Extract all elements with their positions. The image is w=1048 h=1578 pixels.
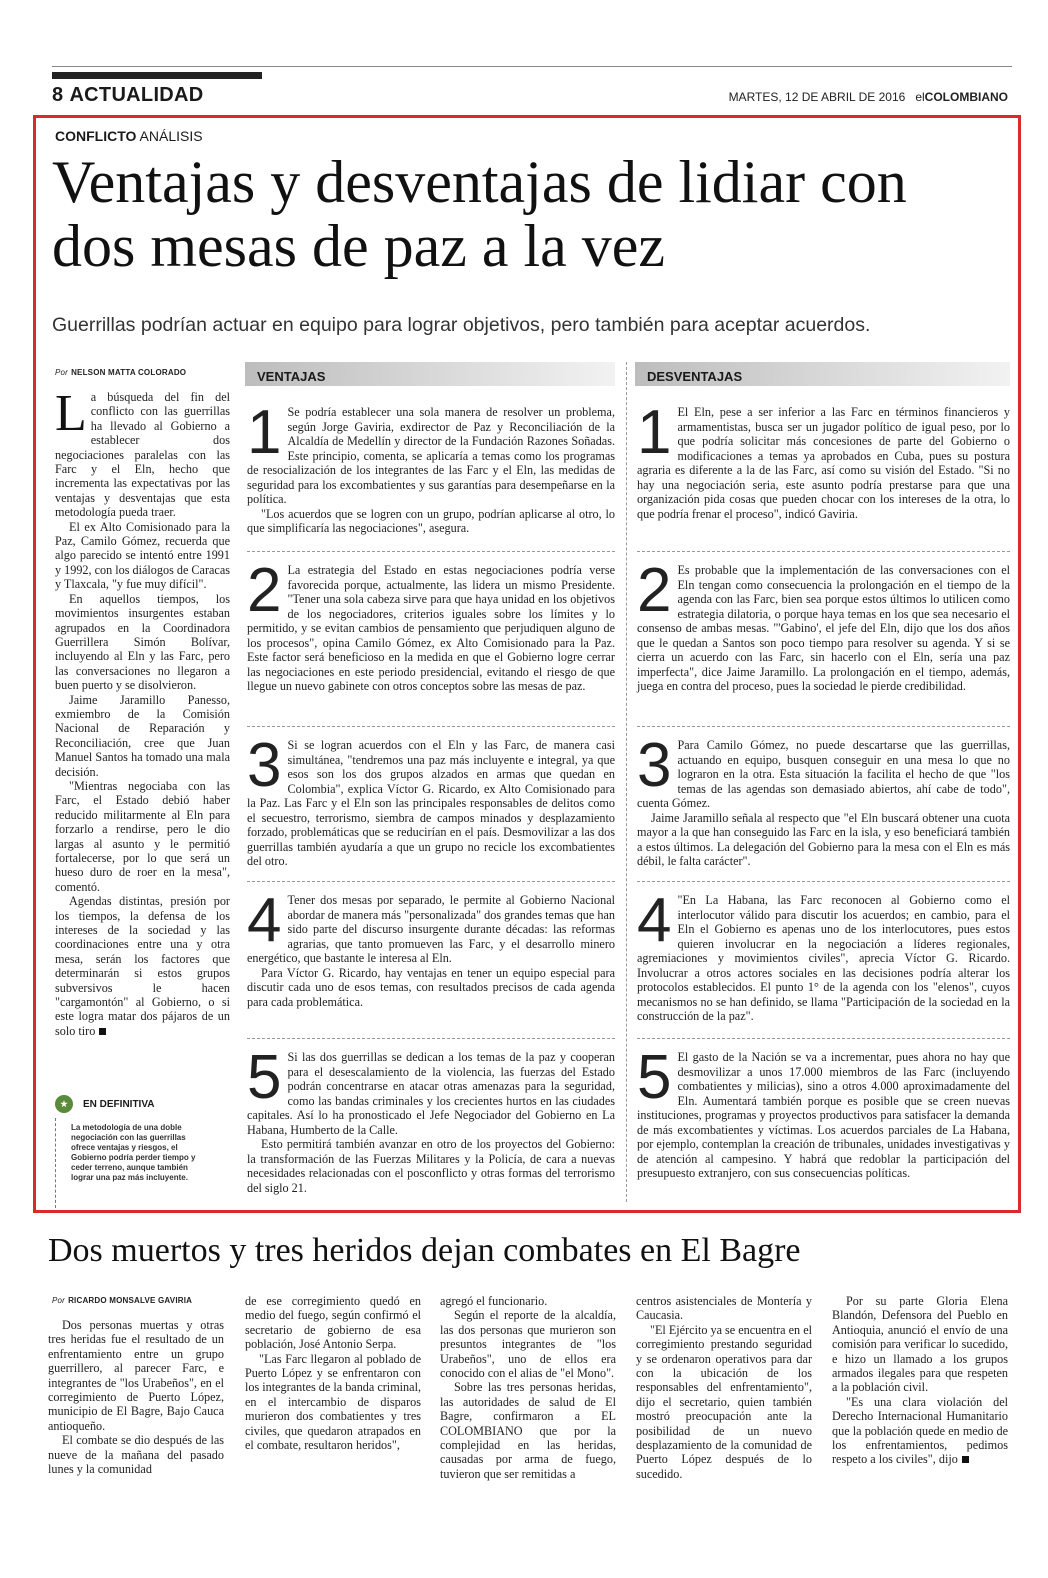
byline xyxy=(55,368,186,377)
desventajas-item-4 xyxy=(637,886,1010,1024)
item-text: Es probable que la implementación de las conversaciones con el Eln tengan como consecuencia la prolongación en el tiempo de la agenda con las Farc, bien sea porque estos últimos lo utilicen como estrategia dilatoria, o porque haya temas en los que sea necesario el consenso de ambas mesas. "'Gabino', el jefe del Eln, dijo que los dos años que le quedan a Santos son poco tiempo para resolver su agenda. Y si se cierra un acuerdo con las Farc, sin hacerlo con el Eln, sería una paz imperfecta", dice Jaime Jaramillo. La prolongación en el tiempo, además, juega en contra del proceso, pues la sociedad le pierde credibilidad. xyxy=(637,563,1010,693)
item-text: Si las dos guerrillas se dedican a los temas de la paz y cooperan para el desescalamiento de la violencia, las fuerzas del Estado podrán concentrarse en atacar otras amenazas para la seguridad, como las bandas criminales y los crecientes hurtos en las ciudades capitales. Así lo ha pronosticado el Jefe Negociador del Gobierno en La Habana, Humberto de la Calle. xyxy=(247,1050,615,1137)
item-text: El Eln, pese a ser inferior a las Farc en términos financieros y armamentistas, busca ser un jugador político de igual peso, por lo que podría solicitar más concesiones de parte del Gobierno o modificaciones a temas ya aprobados en Cuba, pues su postura agraria es diferente a la de las Farc, así como su visión del Estado. "Si no hay una negociación seria, este asunto podría prestarse para que una organización pida cosas que pueden chocar con los intereses de la otra, lo que podría frenar el proceso", indicó Gaviria. xyxy=(637,405,1010,521)
ventajas-item-3 xyxy=(247,731,615,869)
star-badge-icon xyxy=(55,1095,73,1113)
item-number: 3 xyxy=(247,731,282,800)
dateline xyxy=(729,90,1008,104)
lead-paragraph: "Mientras negociaba con las Farc, el Estado debió haber reducido militarmente al Eln para forzarlo a rendirse, pero le dio largas al asunto y le permitió fortalecerse, por lo que será un hueso duro de roer en la mesa", comentó. xyxy=(55,778,230,894)
kicker-light: ANÁLISIS xyxy=(139,128,203,144)
item-text-2: "Los acuerdos que se logren con un grupo, podrían aplicarse al otro, lo que simplificaría las negociaciones", asegura. xyxy=(247,506,615,535)
byline-name: NELSON MATTA COLORADO xyxy=(71,368,187,377)
byline-2 xyxy=(52,1296,192,1305)
article-2-column xyxy=(636,1294,812,1481)
article-2-paragraph: "Es una clara violación del Derecho Internacional Humanitario que la población quede en medio de los enfrentamientos, pedimos respeto a los civiles", dijo xyxy=(832,1394,1008,1467)
desventajas-item-1 xyxy=(637,398,1010,521)
desventajas-item-5 xyxy=(637,1043,1010,1181)
article-2-paragraph: Dos personas muertas y otras tres heridas fue el resultado de un enfrentamiento entre un grupo guerrillero, al parecer Farc, e integrantes de "los Urabeños", en el corregimiento de Puerto López, municipio de El Bagre, Bajo Cauca antioqueño. xyxy=(48,1318,224,1433)
item-divider xyxy=(637,726,1010,727)
item-text-2: Esto permitirá también avanzar en otro de los proyectos del Gobierno: la transformación de las Fuerzas Militares y la Policía, de cara a nuevas necesidades relacionadas con el posconflicto y otras formas del terrorismo del siglo 21. xyxy=(247,1137,615,1195)
ventajas-item-2 xyxy=(247,556,615,694)
item-text: "En La Habana, las Farc reconocen al Gobierno como el interlocutor válido para discutir los acuerdos; en cambio, para el Eln el Gobierno es apenas uno de los interlocutores, pues estos quieren involucrar en la negociación a líderes regionales, agremiaciones y movimientos civiles", aprecia Víctor G. Ricardo. Involucrar a otros actores sociales en las decisiones podría alterar los protocolos establecidos. El punto 1° de la agenda con los "elenos", cuyos mecanismos no se han definido, se llama "Participación de la sociedad en la construcción de la paz". xyxy=(637,893,1010,1023)
ventajas-header: VENTAJAS xyxy=(245,362,615,386)
article-2-column xyxy=(48,1318,224,1476)
ventajas-item-4 xyxy=(247,886,615,1009)
brand-prefix: el xyxy=(915,90,925,104)
end-mark xyxy=(99,1028,106,1035)
article-2-paragraph: Según el reporte de la alcaldía, las dos personas que murieron son presuntos integrantes de "los Urabeños", uno de ellos era conocido con el alias de "el Mono". xyxy=(440,1308,616,1381)
headline: Ventajas y desventajas de lidiar con dos mesas de paz a la vez xyxy=(52,149,907,279)
article-2-paragraph: "Las Farc llegaron al poblado de Puerto López y se enfrentaron con los integrantes de la banda criminal, en el intercambio de disparos murieron dos combatientes y tres civiles, que quedaron atrapados en el combate, resultaron heridos", xyxy=(245,1351,421,1453)
lead-paragraph: En aquellos tiempos, los movimientos insurgentes estaban agrupados en la Coordinadora Guerrillera Simón Bolívar, incluyendo al Eln y las Farc, pero las conversaciones no llegaron a buen puerto y se disolvieron. xyxy=(55,591,230,693)
item-number: 5 xyxy=(247,1043,282,1112)
item-divider xyxy=(247,881,615,882)
article-2-column xyxy=(440,1294,616,1481)
item-divider xyxy=(637,551,1010,552)
item-divider xyxy=(247,551,615,552)
item-text: El gasto de la Nación se va a incrementar, pues ahora no hay que desmovilizar a unos 17.000 miembros de las Farc (incluyendo combatientes y milicias), sino a otros 4.000 aproximadamente del Eln. Aumentará también porque es posible que se creen nuevas instituciones, programas y proyectos productivos para satisfacer la demanda de más excombatientes y víctimas. Los acuerdos parciales de La Habana, por ejemplo, contemplan la creación de tribunales, unidades investigativas y de atención al campesino. Y habrá que redoblar la participación del presupuesto extranjero, con sus consecuencias políticas. xyxy=(637,1050,1010,1180)
en-definitiva-rule xyxy=(55,1118,56,1208)
article-2-paragraph: Sobre las tres personas heridas, las autoridades de salud de El Bagre, confirmaron a EL COLOMBIANO que por la complejidad en las heridas, causadas por arma de fuego, tuvieron que ser remitidas a xyxy=(440,1380,616,1481)
lead-paragraph: El ex Alto Comisionado para la Paz, Camilo Gómez, recuerda que algo parecido se intentó entre 1991 y 1992, con los diálogos de Caracas y Tlaxcala, "y fue muy difícil". xyxy=(55,519,230,592)
lead-column xyxy=(55,385,230,1038)
item-text: Se podría establecer una sola manera de resolver un problema, según Jorge Gaviria, exdirector de Paz y Reconciliación de la Alcaldía de Medellín y director de la Fundación Razones Soñadas. Este principio, comenta, se aplicaría a temas como los programas de resocialización de los integrantes de las Farc y el Eln, las medidas de seguridad para los excombatientes y sus garantías para desempeñarse en la política. xyxy=(247,405,615,506)
brand-name: COLOMBIANO xyxy=(924,90,1008,104)
article-2-column xyxy=(832,1294,1008,1467)
ventajas-item-5 xyxy=(247,1043,615,1195)
end-mark xyxy=(962,1456,969,1463)
item-text: Tener dos mesas por separado, le permite al Gobierno Nacional abordar de manera más "personalizada" dos grandes temas que han sido parte del discurso insurgente durante décadas: las reformas agrarias, que tanto promueven las Farc, y el desarrollo minero energético, que bastante le interesa al Eln. xyxy=(247,893,615,965)
desventajas-item-2 xyxy=(637,556,1010,694)
article-2-paragraph: de ese corregimiento quedó en medio del fuego, según confirmó el secretario de gobierno de esa población, José Antonio Serpa. xyxy=(245,1294,421,1352)
deck: Guerrillas podrían actuar en equipo para lograr objetivos, pero también para aceptar acuerdos. xyxy=(52,314,871,336)
lead-paragraph: Agendas distintas, presión por los tiempos, la defensa de los intereses de la sociedad y las coordinaciones entre una y otra mesa, serán los factores que determinarán si estos grupos subversivos le hacen "cargamontón" al Gobierno, o si este logra matar dos pájaros de un solo tiro xyxy=(55,894,230,1038)
kicker xyxy=(55,128,203,144)
item-number: 2 xyxy=(637,556,672,625)
lead-paragraph: a búsqueda del fin del conflicto con las guerrillas ha llevado al Gobierno a establecer dos negociaciones paralelas con las Farc y el Eln, hecho que incrementa las expectativas por las ventajas y desventajas que esta metodología pueda traer. xyxy=(55,390,230,520)
article-2-paragraph: El combate se dio después de las nueve de la mañana del pasado lunes y la comunidad xyxy=(48,1433,224,1477)
item-divider xyxy=(247,726,615,727)
en-definitiva-title: EN DEFINITIVA xyxy=(83,1098,155,1110)
item-text-2: Jaime Jaramillo señala al respecto que "el Eln buscará obtener una cuota mayor a la que han conseguido las Farc en la isla, y eso beneficiará también a estos últimos. La delegación del Gobierno para la mesa con el Eln es más débil, le falta carácter". xyxy=(637,810,1010,868)
item-text: Si se logran acuerdos con el Eln y las Farc, de manera casi simultánea, "tendremos una paz más incluyente e integral, ya que esos son los dos grupos alzados en armas que quedan en Colombia", explica Víctor G. Ricardo, ex Alto Comisionado para la Paz. Las Farc y el Eln son las principales responsables de delitos como el secuestro, terrorismo, siembra de campos minados y desplazamiento forzado, problemáticas que se reducirían en el país. Desmovilizar a las dos guerrillas también ayudaría a que un grupo no recicle los excombatientes del otro. xyxy=(247,738,615,868)
section-label xyxy=(52,84,204,107)
byline-2-prefix: Por xyxy=(52,1296,66,1305)
item-number: 3 xyxy=(637,731,672,800)
byline-prefix: Por xyxy=(55,368,69,377)
article-2-paragraph: "El Ejército ya se encuentra en el corregimiento prestando seguridad y se ordenaron operativos para dar con la ubicación de los responsables del enfrentamiento", dijo el secretario, quien también mostró preocupación ante la posibilidad de un nuevo desplazamiento de la comunidad de Puerto López después de lo sucedido. xyxy=(636,1322,812,1481)
column-divider xyxy=(626,362,627,1202)
desventajas-item-3 xyxy=(637,731,1010,869)
item-divider xyxy=(637,881,1010,882)
desventajas-header: DESVENTAJAS xyxy=(635,362,1010,386)
en-definitiva-text: La metodología de una doble negociación con las guerrillas ofrece ventajas y riesgos, el Gobierno podría perder tiempo y ceder terreno, aunque también lograr una paz más incluyente. xyxy=(71,1123,196,1182)
top-rule xyxy=(52,66,1012,67)
item-divider xyxy=(637,1038,1010,1039)
drop-cap: L xyxy=(55,385,87,442)
item-number: 4 xyxy=(637,886,672,955)
article-2-paragraph: Por su parte Gloria Elena Blandón, Defensora del Pueblo en Antioquia, anunció el envío de una comisión para verificar lo sucedido, e hizo un llamado a los grupos armados ilegales para que respeten a la población civil. xyxy=(832,1294,1008,1395)
article-2-column xyxy=(245,1294,421,1452)
item-divider xyxy=(247,1038,615,1039)
item-number: 5 xyxy=(637,1043,672,1112)
item-number: 1 xyxy=(637,398,672,467)
item-number: 2 xyxy=(247,556,282,625)
kicker-bold: CONFLICTO xyxy=(55,128,137,144)
headline-2: Dos muertos y tres heridos dejan combates en El Bagre xyxy=(48,1232,801,1269)
article-2-paragraph: centros asistenciales de Montería y Caucasia. xyxy=(636,1294,812,1323)
en-definitiva-box xyxy=(55,1095,205,1183)
page-number: 8 xyxy=(52,84,64,106)
byline-2-name: RICARDO MONSALVE GAVIRIA xyxy=(68,1296,193,1305)
date: MARTES, 12 DE ABRIL DE 2016 xyxy=(728,90,906,104)
item-number: 1 xyxy=(247,398,282,467)
ventajas-item-1 xyxy=(247,398,615,536)
article-2-paragraph: agregó el funcionario. xyxy=(440,1294,548,1308)
lead-paragraph: Jaime Jaramillo Panesso, exmiembro de la Comisión Nacional de Reparación y Reconciliación, cree que Juan Manuel Santos ha tomado una mala decisión. xyxy=(55,692,230,779)
item-text: La estrategia del Estado en estas negociaciones podría verse favorecida porque, actualmente, las lidera un mismo Presidente. "Tener una sola cabeza sirve para que haya unidad en los objetivos de los negociadores, criterios iguales sobre los límites y lo permitido, y se evitan cambios de pensamiento que perjudiquen alguno de los procesos", opina Camilo Gómez, ex Alto Comisionado para la Paz. Este factor será beneficioso en la medida en que el Gobierno logre cerrar las negociaciones en este periodo presidencial, evitando el riesgo de que llegue un nuevo gabinete con otros conceptos sobre las mesas de paz. xyxy=(247,563,615,693)
item-number: 4 xyxy=(247,886,282,955)
item-text: Para Camilo Gómez, no puede descartarse que las guerrillas, actuando en equipo, busquen conseguir en una mesa lo que no lograron en la otra. Esta situación la facilita el hecho de que "los temas de las agendas son demasiado abiertos, ahí cabe de todo", cuenta Gómez. xyxy=(637,738,1010,810)
section-bar xyxy=(52,72,262,79)
item-text-2: Para Víctor G. Ricardo, hay ventajas en tener un equipo especial para discutir cada uno de esos temas, con resultados precisos de cada agenda para cada problemática. xyxy=(247,965,615,1009)
section-name: ACTUALIDAD xyxy=(69,84,204,106)
